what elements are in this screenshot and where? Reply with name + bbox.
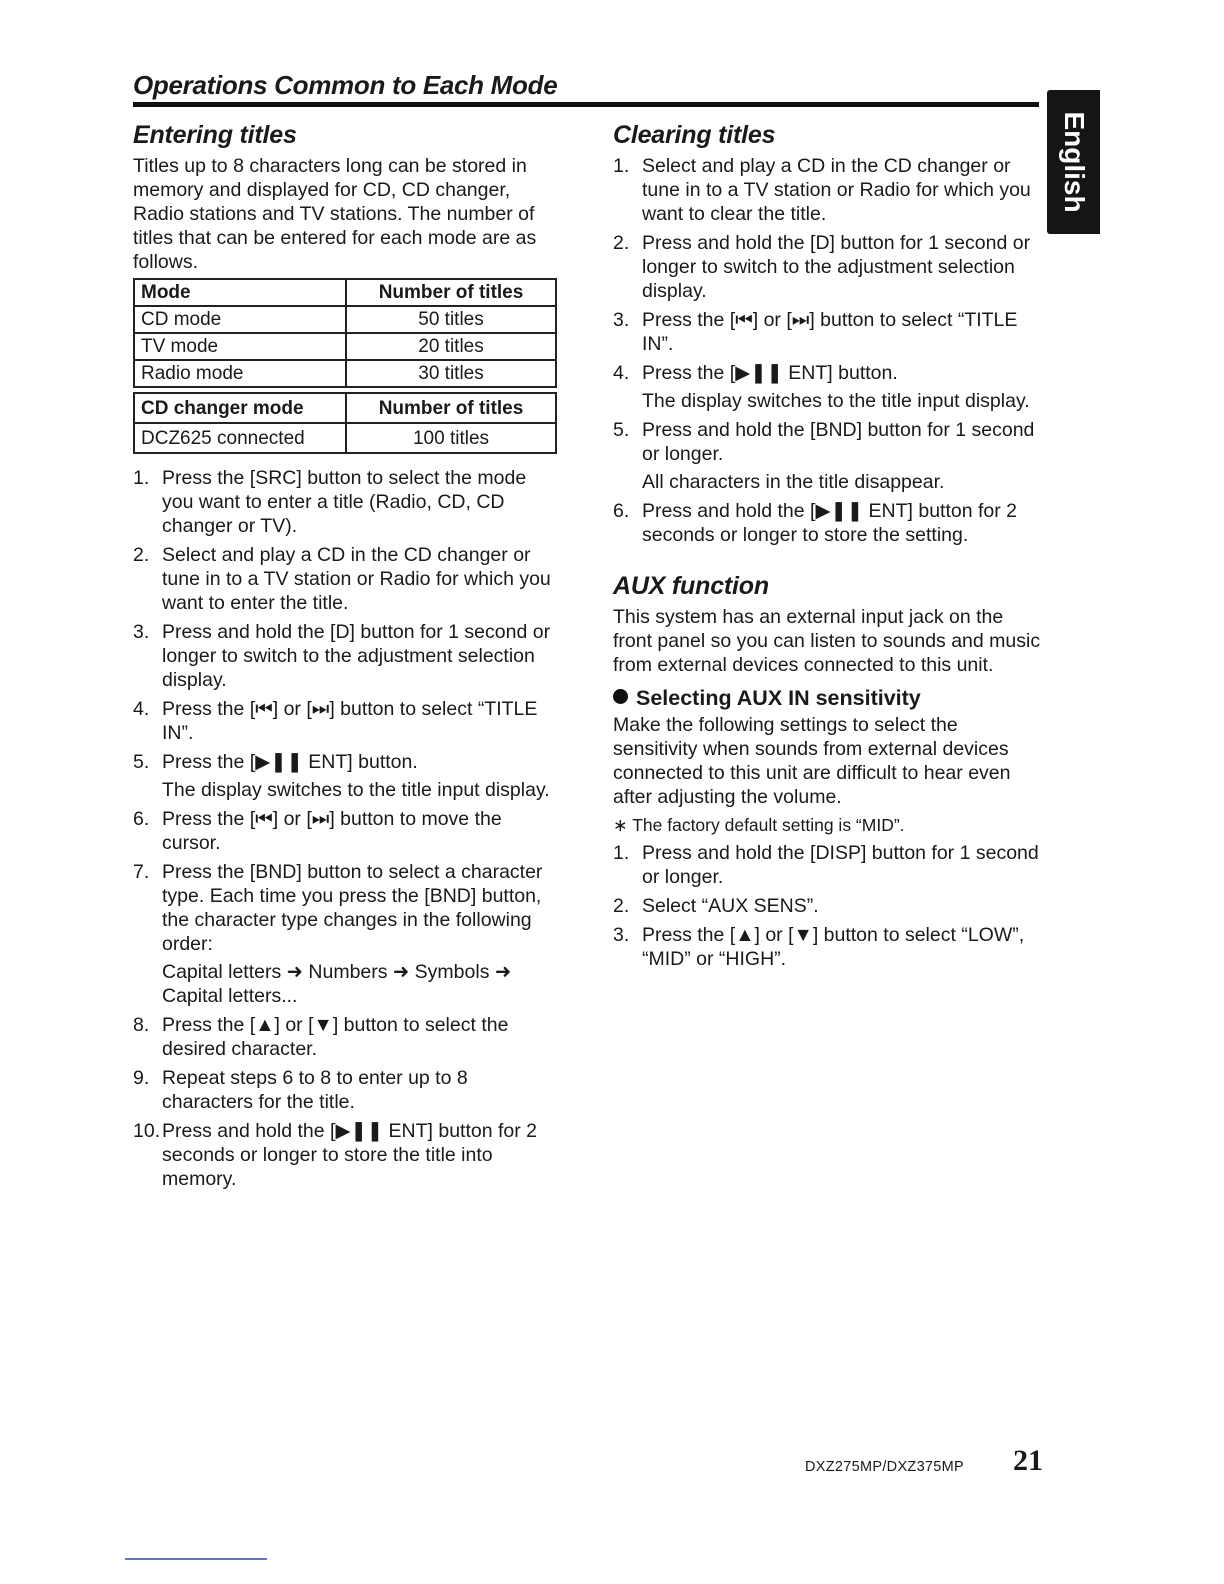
step-text: Press the [BND] button to select a character type. Each time you press the [BND] button, the character type changes in the following order: — [162, 861, 543, 955]
step-text: Press the [⏮] or [⏭] button to select “TITLE IN”. — [642, 309, 1018, 355]
step-number: 8. — [133, 1014, 150, 1036]
table-row — [134, 333, 556, 360]
step-text: Press and hold the [D] button for 1 second or longer to switch to the adjustment selection display. — [642, 232, 1031, 302]
step-text: Select and play a CD in the CD changer or tune in to a TV station or Radio for which you want to clear the title. — [642, 155, 1031, 225]
header-rule — [133, 102, 1039, 107]
table-cell: 50 titles — [346, 306, 556, 333]
aux-sensitivity-subheading — [613, 683, 1045, 713]
aux-default-note: ∗ The factory default setting is “MID”. — [613, 815, 905, 835]
list-item — [133, 620, 563, 692]
step-number: 6. — [133, 808, 150, 830]
table-cell: 30 titles — [346, 360, 556, 387]
step-number: 7. — [133, 861, 150, 883]
list-item — [133, 543, 563, 615]
step-text: Press and hold the [DISP] button for 1 second or longer. — [642, 842, 1039, 888]
list-item — [133, 466, 563, 538]
section-title: Operations Common to Each Mode — [133, 70, 558, 100]
page-header — [133, 68, 1039, 102]
step-number: 1. — [613, 842, 630, 864]
step-text: Press the [⏮] or [⏭] button to select “TITLE IN”. — [162, 698, 538, 744]
step-number: 10. — [133, 1120, 161, 1142]
model-number: DXZ275MP/DXZ375MP — [805, 1459, 965, 1475]
table-header-cell: Number of titles — [346, 279, 556, 306]
table-row — [134, 423, 556, 453]
step-subtext: The display switches to the title input display. — [642, 390, 1030, 412]
table-header-cell: CD changer mode — [134, 393, 346, 423]
step-number: 2. — [613, 232, 630, 254]
list-item — [133, 1066, 563, 1114]
list-item — [133, 1119, 563, 1191]
list-item — [613, 894, 1045, 918]
table-cell: DCZ625 connected — [134, 423, 346, 453]
aux-function-heading: AUX function — [613, 572, 769, 600]
list-item — [613, 231, 1045, 303]
table-row — [134, 360, 556, 387]
list-item — [133, 807, 563, 855]
step-text: Press and hold the [▶❚❚ ENT] button for 2 seconds or longer to store the setting. — [642, 500, 1018, 546]
step-number: 3. — [613, 924, 630, 946]
step-number: 4. — [613, 362, 630, 384]
step-number: 5. — [133, 751, 150, 773]
step-text: Press the [▲] or [▼] button to select the desired character. — [162, 1014, 509, 1060]
step-number: 2. — [133, 544, 150, 566]
bottom-divider — [125, 1558, 267, 1560]
list-item — [133, 750, 563, 802]
step-text: Press and hold the [BND] button for 1 second or longer. — [642, 419, 1035, 465]
aux-subheading-text: Selecting AUX IN sensitivity — [636, 686, 921, 710]
list-item — [133, 860, 563, 1008]
right-column — [613, 118, 1045, 976]
entering-titles-heading: Entering titles — [133, 121, 297, 149]
table-header-cell: Number of titles — [346, 393, 556, 423]
table-row — [134, 306, 556, 333]
table-cell: 100 titles — [346, 423, 556, 453]
mode-titles-table — [133, 278, 557, 388]
table-header-row — [134, 279, 556, 306]
step-text: Press and hold the [▶❚❚ ENT] button for 2 seconds or longer to store the title into memory. — [162, 1120, 538, 1190]
list-item — [613, 499, 1045, 547]
step-text: Press the [⏮] or [⏭] button to move the cursor. — [162, 808, 502, 854]
step-number: 4. — [133, 698, 150, 720]
step-number: 1. — [613, 155, 630, 177]
list-item — [133, 697, 563, 745]
bullet-icon — [613, 689, 628, 704]
step-text: Repeat steps 6 to 8 to enter up to 8 characters for the title. — [162, 1067, 468, 1113]
language-tab — [1047, 90, 1100, 234]
clearing-titles-heading: Clearing titles — [613, 121, 776, 149]
list-item — [133, 1013, 563, 1061]
list-item — [613, 308, 1045, 356]
step-number: 2. — [613, 895, 630, 917]
step-subtext: The display switches to the title input display. — [162, 779, 550, 801]
step-text: Press the [▲] or [▼] button to select “LOW”, “MID” or “HIGH”. — [642, 924, 1025, 970]
clearing-steps-list — [613, 154, 1045, 547]
step-number: 3. — [613, 309, 630, 331]
step-text: Press the [▶❚❚ ENT] button. — [162, 751, 418, 773]
list-item — [613, 361, 1045, 413]
step-number: 3. — [133, 621, 150, 643]
step-text: Press the [▶❚❚ ENT] button. — [642, 362, 898, 384]
step-number: 6. — [613, 500, 630, 522]
step-text: Select “AUX SENS”. — [642, 895, 819, 917]
table-header-cell: Mode — [134, 279, 346, 306]
table-cell: TV mode — [134, 333, 346, 360]
step-number: 1. — [133, 467, 150, 489]
aux-description: Make the following settings to select the sensitivity when sounds from external devices connected to this unit are difficult to hear even after adjusting the volume. — [613, 714, 1011, 808]
aux-intro: This system has an external input jack on the front panel so you can listen to sounds and music from external devices connected to this unit. — [613, 606, 1041, 676]
table-header-row — [134, 393, 556, 423]
table-cell: CD mode — [134, 306, 346, 333]
language-tab-label: English — [1058, 111, 1090, 213]
table-cell: 20 titles — [346, 333, 556, 360]
cd-changer-titles-table — [133, 392, 557, 454]
step-text: Select and play a CD in the CD changer or tune in to a TV station or Radio for which you want to enter the title. — [162, 544, 551, 614]
list-item — [613, 923, 1045, 971]
step-number: 5. — [613, 419, 630, 441]
step-subtext: All characters in the title disappear. — [642, 471, 945, 493]
step-text: Press and hold the [D] button for 1 second or longer to switch to the adjustment selection display. — [162, 621, 551, 691]
list-item — [613, 418, 1045, 494]
page-number: 21 — [1013, 1444, 1043, 1477]
step-subtext: Capital letters ➜ Numbers ➜ Symbols ➜ Capital letters... — [162, 961, 512, 1007]
left-column — [133, 118, 563, 1196]
aux-steps-list — [613, 841, 1045, 971]
list-item — [613, 154, 1045, 226]
table-cell: Radio mode — [134, 360, 346, 387]
step-number: 9. — [133, 1067, 150, 1089]
list-item — [613, 841, 1045, 889]
entering-steps-list — [133, 466, 563, 1191]
step-text: Press the [SRC] button to select the mode you want to enter a title (Radio, CD, CD changer or TV). — [162, 467, 527, 537]
entering-titles-intro: Titles up to 8 characters long can be stored in memory and displayed for CD, CD changer, Radio stations and TV stations. The number of titles that can be entered for each mode are as follows. — [133, 155, 537, 273]
